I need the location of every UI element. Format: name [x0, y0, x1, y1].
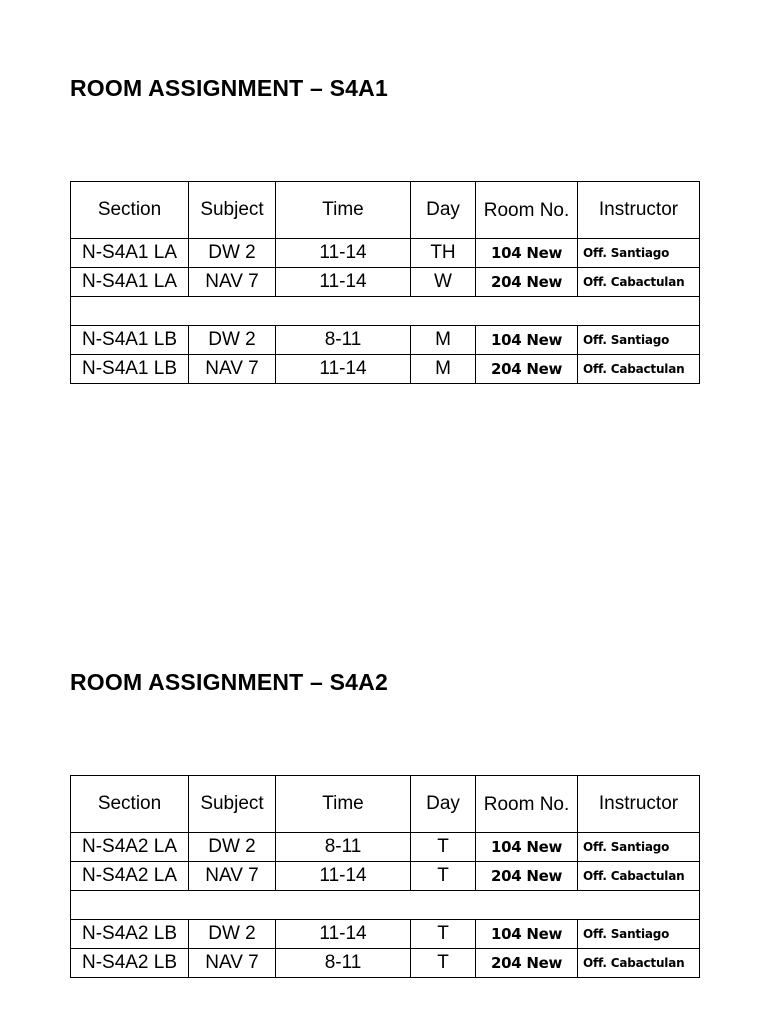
cell-subject: DW 2: [189, 920, 276, 949]
table-row: [71, 268, 700, 297]
cell-subject: NAV 7: [189, 268, 276, 297]
cell-time: 11-14: [276, 920, 411, 949]
cell-instructor: Off. Santiago: [578, 239, 700, 268]
header-day: Day: [411, 182, 476, 239]
cell-day: W: [411, 268, 476, 297]
header-subject: Subject: [189, 776, 276, 833]
cell-instructor: Off. Cabactulan: [578, 355, 700, 384]
header-subject: Subject: [189, 182, 276, 239]
cell-time: 11-14: [276, 268, 411, 297]
table-row: [71, 862, 700, 891]
cell-instructor: Off. Santiago: [578, 326, 700, 355]
table-spacer-row: [71, 891, 700, 920]
header-time: Time: [276, 776, 411, 833]
cell-section: N-S4A1 LB: [71, 326, 189, 355]
cell-day: T: [411, 949, 476, 978]
assignment-table: [70, 775, 700, 978]
assignment-table: [70, 181, 700, 384]
cell-room: 204 New: [476, 268, 578, 297]
cell-room: 104 New: [476, 920, 578, 949]
cell-instructor: Off. Cabactulan: [578, 862, 700, 891]
cell-room: 104 New: [476, 833, 578, 862]
header-section: Section: [71, 776, 189, 833]
spacer-cell: [71, 297, 700, 326]
cell-room: 104 New: [476, 326, 578, 355]
cell-instructor: Off. Cabactulan: [578, 949, 700, 978]
header-day: Day: [411, 776, 476, 833]
table-spacer-row: [71, 297, 700, 326]
room-assignment-block-s4a1: [70, 74, 699, 379]
cell-section: N-S4A1 LA: [71, 268, 189, 297]
cell-section: N-S4A1 LB: [71, 355, 189, 384]
table-row: [71, 239, 700, 268]
header-time: Time: [276, 182, 411, 239]
cell-subject: DW 2: [189, 833, 276, 862]
cell-day: M: [411, 326, 476, 355]
cell-day: M: [411, 355, 476, 384]
cell-time: 11-14: [276, 239, 411, 268]
table-row: [71, 833, 700, 862]
page-title: ROOM ASSIGNMENT – S4A2: [70, 669, 388, 695]
cell-time: 8-11: [276, 949, 411, 978]
table-header-row: [71, 182, 700, 239]
cell-time: 8-11: [276, 833, 411, 862]
cell-section: N-S4A2 LA: [71, 862, 189, 891]
table-header-row: [71, 776, 700, 833]
cell-subject: DW 2: [189, 239, 276, 268]
cell-room: 204 New: [476, 862, 578, 891]
cell-day: T: [411, 862, 476, 891]
cell-section: N-S4A2 LA: [71, 833, 189, 862]
cell-room: 204 New: [476, 949, 578, 978]
header-section: Section: [71, 182, 189, 239]
page-title: ROOM ASSIGNMENT – S4A1: [70, 75, 388, 101]
cell-section: N-S4A2 LB: [71, 920, 189, 949]
table-row: [71, 326, 700, 355]
header-room-no: Room No.: [476, 776, 578, 833]
header-instructor: Instructor: [578, 182, 700, 239]
cell-time: 8-11: [276, 326, 411, 355]
cell-section: N-S4A2 LB: [71, 949, 189, 978]
table-row: [71, 920, 700, 949]
room-assignment-block-s4a2: [70, 668, 699, 973]
table-row: [71, 355, 700, 384]
header-room-no: Room No.: [476, 182, 578, 239]
cell-subject: DW 2: [189, 326, 276, 355]
cell-subject: NAV 7: [189, 862, 276, 891]
spacer-cell: [71, 891, 700, 920]
cell-instructor: Off. Cabactulan: [578, 268, 700, 297]
cell-instructor: Off. Santiago: [578, 920, 700, 949]
cell-section: N-S4A1 LA: [71, 239, 189, 268]
cell-instructor: Off. Santiago: [578, 833, 700, 862]
cell-subject: NAV 7: [189, 355, 276, 384]
cell-time: 11-14: [276, 355, 411, 384]
cell-day: TH: [411, 239, 476, 268]
cell-day: T: [411, 833, 476, 862]
header-instructor: Instructor: [578, 776, 700, 833]
table-row: [71, 949, 700, 978]
cell-day: T: [411, 920, 476, 949]
cell-subject: NAV 7: [189, 949, 276, 978]
cell-time: 11-14: [276, 862, 411, 891]
cell-room: 204 New: [476, 355, 578, 384]
cell-room: 104 New: [476, 239, 578, 268]
